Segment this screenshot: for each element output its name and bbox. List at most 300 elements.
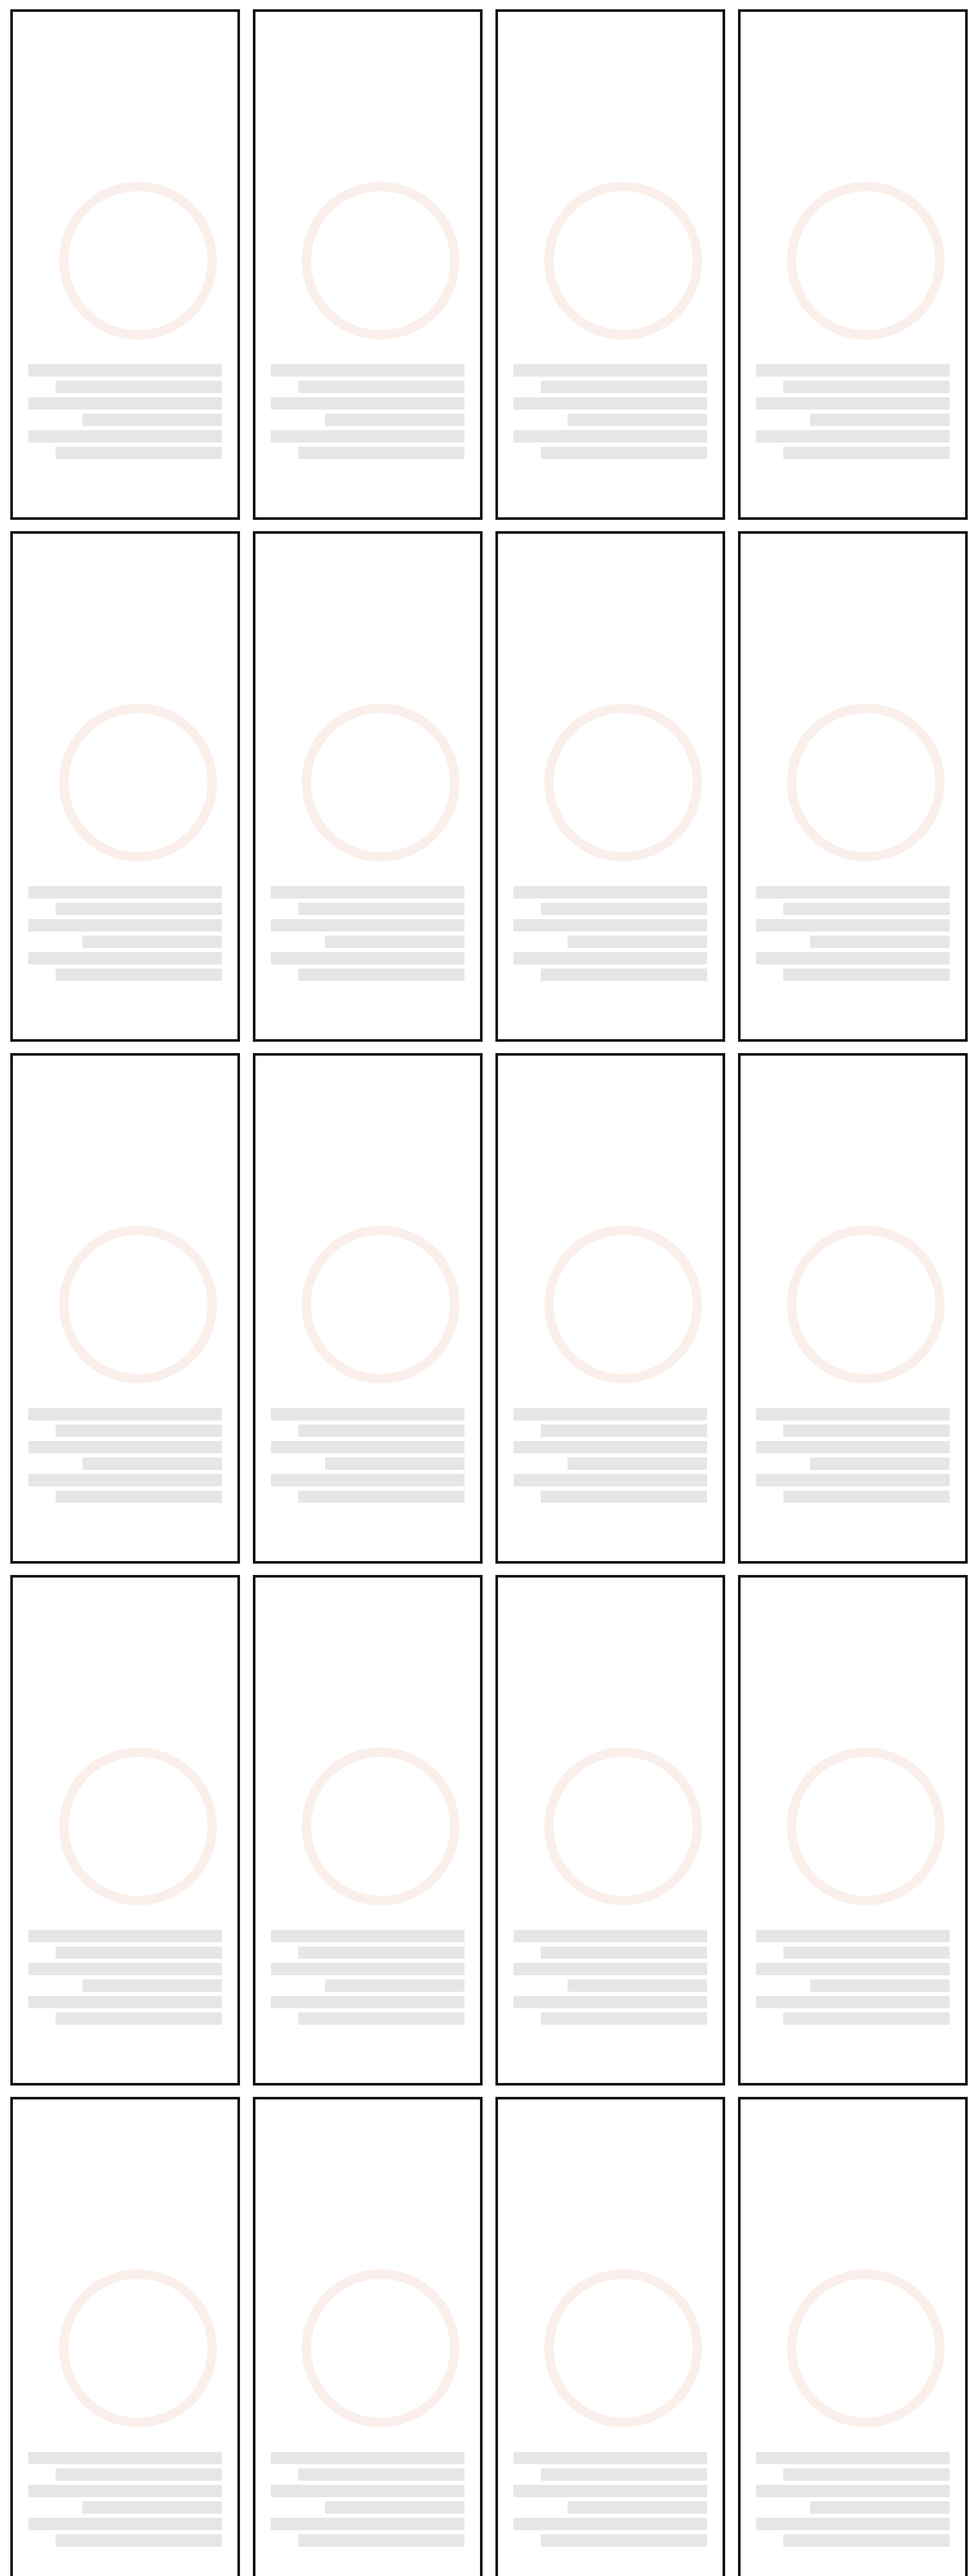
notice-register [271, 2225, 465, 2243]
notice-plaintiff [513, 1870, 707, 1888]
text-line-placeholder [810, 2501, 950, 2514]
notice-case-number [513, 1154, 707, 1171]
notice-address [271, 1293, 465, 1310]
notice-address [271, 249, 465, 266]
notice-register [28, 1181, 222, 1199]
text-line-placeholder [271, 886, 465, 899]
notice-address [28, 249, 222, 266]
text-line-placeholder [56, 1490, 222, 1503]
notice-party [513, 2309, 707, 2326]
notice-plaintiff [28, 304, 222, 322]
notice-case-number [28, 1675, 222, 1693]
text-line-placeholder [756, 1474, 950, 1486]
notice-register [513, 2225, 707, 2243]
text-line-placeholder [298, 969, 465, 981]
notice-footer [513, 1376, 707, 1394]
notice-footer [28, 2420, 222, 2437]
text-line-placeholder [513, 1441, 707, 1453]
text-line-placeholder [810, 1458, 950, 1470]
text-line-placeholder [271, 1930, 465, 1942]
notice-court [271, 1646, 465, 1665]
text-line-placeholder [325, 1979, 465, 1992]
notice-heading [513, 2113, 707, 2157]
notice-heading [756, 547, 950, 591]
text-line-placeholder [82, 1979, 222, 1992]
notice-address [513, 1293, 707, 1310]
notice-register [513, 1703, 707, 1721]
notice-party [271, 1265, 465, 1282]
notice-court [28, 2167, 222, 2187]
notice-party [271, 1787, 465, 1804]
notice-party-role [28, 715, 222, 733]
notice-judge [756, 165, 950, 183]
notice-footer [513, 854, 707, 872]
notice-register [513, 1181, 707, 1199]
notice-court [513, 1124, 707, 1143]
text-line-placeholder [325, 1458, 465, 1470]
notice-party [513, 743, 707, 760]
notice-text-placeholder [513, 364, 707, 459]
notice-hearing [28, 2364, 222, 2382]
notice-court [756, 602, 950, 621]
text-line-placeholder [28, 1963, 222, 1975]
notice-court [756, 1646, 950, 1665]
notice-address [28, 1815, 222, 1832]
notice-text-placeholder [513, 2452, 707, 2547]
text-line-placeholder [513, 919, 707, 931]
notice-court [28, 80, 222, 99]
notice-footer [28, 1376, 222, 1394]
notice-party-role [271, 715, 465, 733]
notice-judge [513, 2253, 707, 2270]
text-line-placeholder [298, 447, 465, 459]
text-line-placeholder [271, 2485, 465, 2497]
text-line-placeholder [298, 1425, 465, 1437]
legal-notice [738, 1575, 968, 2086]
notice-text-placeholder [28, 886, 222, 981]
notice-address [756, 2336, 950, 2354]
notice-case-number [28, 2197, 222, 2215]
notice-register [756, 2225, 950, 2243]
notice-plaintiff [28, 1870, 222, 1888]
legal-notice [253, 2097, 483, 2576]
notice-plaintiff [271, 826, 465, 844]
text-line-placeholder [271, 2452, 465, 2464]
notice-footer [513, 1898, 707, 1916]
notice-court [513, 80, 707, 99]
text-line-placeholder [568, 1979, 707, 1992]
notice-court [513, 2167, 707, 2187]
notice-party [28, 1265, 222, 1282]
text-line-placeholder [271, 1474, 465, 1486]
text-line-placeholder [325, 414, 465, 426]
notice-plaintiff [513, 304, 707, 322]
text-line-placeholder [783, 1425, 950, 1437]
notice-judge [756, 687, 950, 705]
notice-hearing [756, 1842, 950, 1860]
text-line-placeholder [82, 1458, 222, 1470]
notice-text-placeholder [513, 886, 707, 981]
text-line-placeholder [756, 2518, 950, 2530]
text-line-placeholder [756, 2485, 950, 2497]
notice-address [513, 2336, 707, 2354]
notice-party [28, 221, 222, 239]
notice-judge [513, 165, 707, 183]
notice-address [513, 249, 707, 266]
notice-footer [271, 2420, 465, 2437]
text-line-placeholder [783, 381, 950, 393]
text-line-placeholder [783, 1490, 950, 1503]
notice-hearing [271, 1320, 465, 1338]
notice-heading [28, 1591, 222, 1635]
notice-address [756, 249, 950, 266]
text-line-placeholder [568, 936, 707, 948]
text-line-placeholder [28, 1474, 222, 1486]
notice-party-role [513, 1759, 707, 1776]
text-line-placeholder [568, 414, 707, 426]
text-line-placeholder [783, 2534, 950, 2547]
notice-plaintiff [28, 2392, 222, 2410]
notice-judge [756, 1209, 950, 1227]
notice-party-role [756, 715, 950, 733]
notice-case-number [756, 1675, 950, 1693]
text-line-placeholder [541, 2468, 707, 2481]
notice-plaintiff [756, 2392, 950, 2410]
text-line-placeholder [28, 430, 222, 443]
notice-case-number [271, 1154, 465, 1171]
text-line-placeholder [783, 903, 950, 915]
text-line-placeholder [298, 903, 465, 915]
text-line-placeholder [513, 886, 707, 899]
text-line-placeholder [810, 414, 950, 426]
notice-case-number [513, 110, 707, 127]
text-line-placeholder [541, 2012, 707, 2025]
notice-address [271, 2336, 465, 2354]
text-line-placeholder [82, 414, 222, 426]
text-line-placeholder [325, 936, 465, 948]
notice-footer [271, 332, 465, 350]
text-line-placeholder [756, 1963, 950, 1975]
text-line-placeholder [541, 2534, 707, 2547]
notice-address [513, 771, 707, 788]
notice-party [756, 1787, 950, 1804]
legal-notice [738, 531, 968, 1042]
notice-judge [28, 1209, 222, 1227]
notice-address [756, 771, 950, 788]
notice-court [513, 602, 707, 621]
text-line-placeholder [541, 1425, 707, 1437]
notice-party [756, 2309, 950, 2326]
notice-case-number [28, 1154, 222, 1171]
notice-party-role [271, 1237, 465, 1255]
notice-text-placeholder [756, 2452, 950, 2547]
notice-case-number [756, 2197, 950, 2215]
notice-plaintiff [756, 826, 950, 844]
notice-heading [756, 2113, 950, 2157]
notice-register [756, 1181, 950, 1199]
notice-party-role [756, 2281, 950, 2298]
notice-judge [271, 687, 465, 705]
text-line-placeholder [271, 1996, 465, 2008]
text-line-placeholder [28, 397, 222, 410]
notice-judge [513, 1731, 707, 1749]
notice-footer [28, 854, 222, 872]
legal-notice [253, 1575, 483, 2086]
text-line-placeholder [756, 1441, 950, 1453]
notice-party-role [28, 1237, 222, 1255]
notice-party-role [28, 1759, 222, 1776]
notice-address [271, 771, 465, 788]
notice-register [756, 659, 950, 677]
notice-footer [756, 1376, 950, 1394]
notice-text-placeholder [271, 1930, 465, 2025]
notice-judge [271, 1731, 465, 1749]
text-line-placeholder [28, 1408, 222, 1420]
text-line-placeholder [28, 1441, 222, 1453]
text-line-placeholder [568, 1458, 707, 1470]
text-line-placeholder [756, 952, 950, 964]
text-line-placeholder [513, 2518, 707, 2530]
notice-party-role [513, 1237, 707, 1255]
notice-case-number [271, 110, 465, 127]
notice-court [271, 80, 465, 99]
notice-party [28, 1787, 222, 1804]
notice-register [756, 1703, 950, 1721]
notice-footer [756, 2420, 950, 2437]
notice-text-placeholder [756, 886, 950, 981]
text-line-placeholder [325, 2501, 465, 2514]
text-line-placeholder [756, 919, 950, 931]
text-line-placeholder [756, 364, 950, 377]
notice-heading [28, 1069, 222, 1113]
notice-hearing [271, 1842, 465, 1860]
notice-case-number [513, 2197, 707, 2215]
text-line-placeholder [56, 447, 222, 459]
notice-heading [756, 1069, 950, 1113]
notice-register [28, 138, 222, 155]
text-line-placeholder [513, 2485, 707, 2497]
notices-grid [10, 9, 968, 2576]
text-line-placeholder [271, 364, 465, 377]
notice-hearing [271, 2364, 465, 2382]
notice-plaintiff [756, 1870, 950, 1888]
notice-plaintiff [28, 1348, 222, 1366]
text-line-placeholder [810, 936, 950, 948]
notice-court [271, 2167, 465, 2187]
notice-party-role [756, 193, 950, 211]
notice-plaintiff [513, 1348, 707, 1366]
notice-judge [756, 2253, 950, 2270]
notice-plaintiff [28, 826, 222, 844]
notice-heading [271, 25, 465, 70]
notice-party-role [28, 193, 222, 211]
notice-party [513, 1787, 707, 1804]
text-line-placeholder [28, 2452, 222, 2464]
text-line-placeholder [513, 1408, 707, 1420]
legal-notice [253, 531, 483, 1042]
legal-notice [495, 9, 725, 520]
notice-hearing [28, 1842, 222, 1860]
notice-footer [271, 854, 465, 872]
notice-judge [513, 1209, 707, 1227]
text-line-placeholder [82, 936, 222, 948]
legal-notice [10, 2097, 240, 2576]
notice-text-placeholder [28, 1408, 222, 1503]
notice-plaintiff [271, 304, 465, 322]
text-line-placeholder [28, 952, 222, 964]
notice-hearing [513, 799, 707, 816]
text-line-placeholder [513, 2452, 707, 2464]
notice-address [756, 1293, 950, 1310]
notice-heading [756, 1591, 950, 1635]
legal-notice [495, 1053, 725, 1564]
notice-judge [28, 165, 222, 183]
notice-text-placeholder [28, 1930, 222, 2025]
notice-case-number [513, 632, 707, 649]
notice-text-placeholder [271, 2452, 465, 2547]
legal-notice [495, 531, 725, 1042]
notice-register [271, 659, 465, 677]
notice-party-role [513, 2281, 707, 2298]
notice-heading [513, 1069, 707, 1113]
notice-heading [513, 25, 707, 70]
notice-court [756, 80, 950, 99]
notice-register [271, 138, 465, 155]
notice-judge [756, 1731, 950, 1749]
notice-judge [28, 2253, 222, 2270]
text-line-placeholder [28, 1996, 222, 2008]
text-line-placeholder [541, 447, 707, 459]
text-line-placeholder [271, 1408, 465, 1420]
notice-text-placeholder [28, 2452, 222, 2547]
notice-hearing [756, 799, 950, 816]
text-line-placeholder [756, 2452, 950, 2464]
notice-hearing [28, 1320, 222, 1338]
text-line-placeholder [513, 1963, 707, 1975]
text-line-placeholder [513, 1930, 707, 1942]
notice-text-placeholder [28, 364, 222, 459]
notice-text-placeholder [756, 1930, 950, 2025]
notice-party [271, 2309, 465, 2326]
notice-party-role [271, 193, 465, 211]
notice-footer [513, 2420, 707, 2437]
notice-register [28, 659, 222, 677]
legal-notice [495, 2097, 725, 2576]
text-line-placeholder [783, 2468, 950, 2481]
notice-register [271, 1181, 465, 1199]
notice-judge [271, 1209, 465, 1227]
notice-hearing [28, 277, 222, 294]
text-line-placeholder [298, 2468, 465, 2481]
notice-heading [271, 2113, 465, 2157]
notice-case-number [756, 632, 950, 649]
text-line-placeholder [541, 969, 707, 981]
notice-hearing [28, 799, 222, 816]
notice-register [28, 2225, 222, 2243]
notice-footer [271, 1376, 465, 1394]
text-line-placeholder [56, 2468, 222, 2481]
legal-notice [10, 1053, 240, 1564]
text-line-placeholder [568, 2501, 707, 2514]
text-line-placeholder [783, 1946, 950, 1959]
legal-notice [10, 1575, 240, 2086]
text-line-placeholder [756, 1996, 950, 2008]
notice-text-placeholder [271, 364, 465, 459]
notice-heading [271, 547, 465, 591]
notice-court [28, 1646, 222, 1665]
notice-footer [28, 1898, 222, 1916]
text-line-placeholder [271, 1963, 465, 1975]
notice-footer [756, 332, 950, 350]
text-line-placeholder [810, 1979, 950, 1992]
notice-plaintiff [271, 1348, 465, 1366]
legal-notice [738, 9, 968, 520]
notice-footer [513, 332, 707, 350]
text-line-placeholder [28, 2518, 222, 2530]
legal-notice [253, 9, 483, 520]
notice-register [756, 138, 950, 155]
text-line-placeholder [56, 2012, 222, 2025]
notice-judge [513, 687, 707, 705]
notice-heading [28, 2113, 222, 2157]
notice-hearing [513, 1320, 707, 1338]
text-line-placeholder [513, 430, 707, 443]
notice-party [756, 743, 950, 760]
notice-heading [513, 1591, 707, 1635]
notice-address [28, 771, 222, 788]
notice-hearing [513, 2364, 707, 2382]
notice-plaintiff [756, 1348, 950, 1366]
notice-court [28, 1124, 222, 1143]
notice-hearing [271, 277, 465, 294]
notice-case-number [513, 1675, 707, 1693]
text-line-placeholder [756, 886, 950, 899]
text-line-placeholder [56, 1946, 222, 1959]
legal-notice [495, 1575, 725, 2086]
notice-hearing [756, 2364, 950, 2382]
notice-register [28, 1703, 222, 1721]
notice-text-placeholder [756, 364, 950, 459]
text-line-placeholder [756, 1930, 950, 1942]
text-line-placeholder [513, 952, 707, 964]
text-line-placeholder [298, 1490, 465, 1503]
notice-register [271, 1703, 465, 1721]
legal-notice [10, 531, 240, 1042]
notice-plaintiff [756, 304, 950, 322]
text-line-placeholder [271, 919, 465, 931]
notice-text-placeholder [513, 1408, 707, 1503]
notice-judge [28, 687, 222, 705]
notice-court [271, 1124, 465, 1143]
text-line-placeholder [28, 1930, 222, 1942]
notice-party [756, 1265, 950, 1282]
text-line-placeholder [541, 1490, 707, 1503]
text-line-placeholder [271, 397, 465, 410]
notice-hearing [513, 1842, 707, 1860]
text-line-placeholder [298, 1946, 465, 1959]
notice-party-role [28, 2281, 222, 2298]
text-line-placeholder [513, 397, 707, 410]
text-line-placeholder [756, 397, 950, 410]
notice-footer [28, 332, 222, 350]
notice-footer [756, 1898, 950, 1916]
notice-footer [756, 854, 950, 872]
text-line-placeholder [271, 2518, 465, 2530]
notice-party [271, 221, 465, 239]
notice-party [513, 221, 707, 239]
text-line-placeholder [56, 2534, 222, 2547]
notice-party [28, 743, 222, 760]
